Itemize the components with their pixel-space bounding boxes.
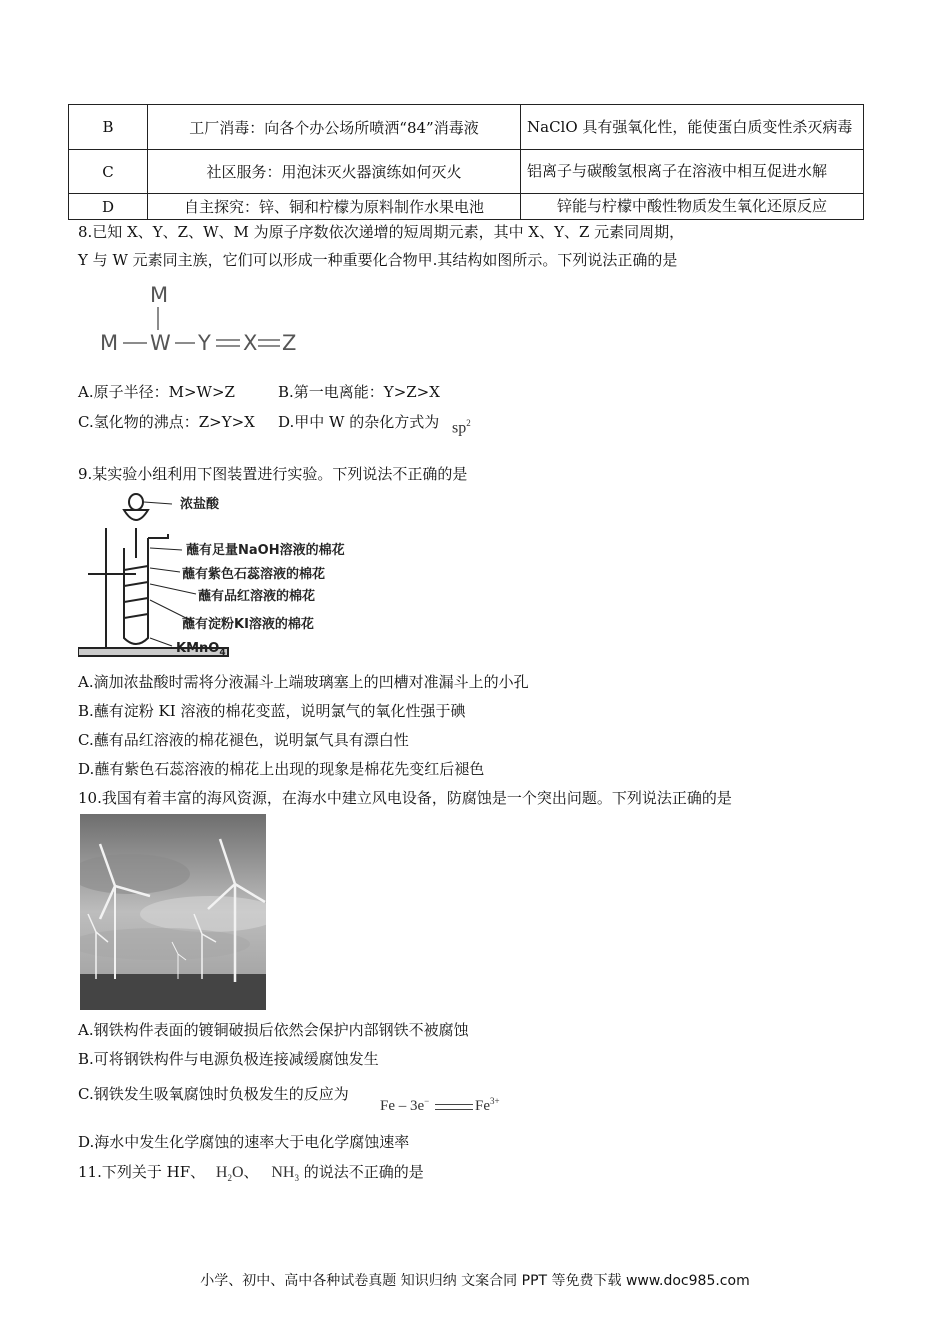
label-naoh-cotton: 蘸有足量NaOH溶液的棉花 (186, 543, 345, 558)
funnel-bulb-top (129, 494, 143, 510)
atom-y: Y (198, 331, 211, 355)
q11-stem: 11.下列关于 HF、 $H_2O$、 $NH_3$ 的说法不正确的是 (78, 1163, 424, 1184)
q9-option-b: B.蘸有淀粉 KI 溶液的棉花变蓝，说明氯气的氧化性强于碘 (78, 702, 466, 720)
table-row (69, 105, 864, 150)
table-row (69, 150, 864, 194)
q9-option-d: D.蘸有紫色石蕊溶液的棉花上出现的现象是棉花先变红后褪色 (78, 760, 485, 778)
q9-option-a: A.滴加浓盐酸时需将分液漏斗上端玻璃塞上的凹槽对准漏斗上的小孔 (78, 673, 529, 691)
q8-structure-diagram (95, 280, 305, 360)
q10-option-d: D.海水中发生化学腐蚀的速率大于电化学腐蚀速率 (78, 1133, 410, 1151)
q8-stem-line1: 8.已知 X、Y、Z、W、M 为原子序数依次递增的短周期元素，其中 X、Y、Z 元素同周期， (78, 223, 685, 241)
row-activity: 工厂消毒：向各个办公场所喷洒“84”消毒液 (148, 105, 521, 150)
q8-option-b: B.第一电离能：Y>Z>X (278, 383, 440, 401)
q8-option-d: D.甲中 W 的杂化方式为 (278, 413, 440, 431)
q9-option-c: C.蘸有品红溶液的棉花褪色，说明氯气具有漂白性 (78, 731, 409, 749)
q9-apparatus-diagram (78, 488, 398, 663)
options-table (68, 104, 864, 220)
q9-stem: 9.某实验小组利用下图装置进行实验。下列说法不正确的是 (78, 465, 468, 483)
q8-option-a: A.原子半径：M>W>Z (78, 383, 235, 401)
row-letter: B (69, 105, 148, 150)
q10-option-c: C.钢铁发生吸氧腐蚀时负极发生的反应为 (78, 1085, 349, 1103)
q10-stem: 10.我国有着丰富的海风资源，在海水中建立风电设备，防腐蚀是一个突出问题。下列说法正确的是 (78, 789, 732, 807)
row-letter: C (69, 150, 148, 194)
atom-z: Z (282, 331, 297, 355)
table-row (69, 194, 864, 220)
label-starch-ki-cotton: 蘸有淀粉KI溶液的棉花 (182, 617, 314, 632)
row-reason: NaClO 具有强氧化性，能使蛋白质变性杀灭病毒 (521, 105, 864, 150)
formula-nh3: $NH_3$ (271, 1164, 299, 1184)
row-reason: 锌能与柠檬中酸性物质发生氧化还原反应 (521, 194, 864, 220)
page-footer: 小学、初中、高中各种试卷真题 知识归纳 文案合同 PPT 等免费下载 www.doc985.com (200, 1273, 750, 1289)
label-kmno4: KMnO$_4$ (176, 641, 226, 658)
q8-option-d-formula: $sp^2$ (452, 418, 471, 437)
equals-sign (435, 1104, 473, 1110)
atom-w: W (150, 331, 171, 355)
tube-outlet (148, 534, 168, 538)
label-magenta-cotton: 蘸有品红溶液的棉花 (198, 589, 316, 604)
q8-stem-line2: Y 与 W 元素同主族，它们可以形成一种重要化合物甲.其结构如图所示。下列说法正确的是 (78, 251, 678, 269)
row-letter: D (69, 194, 148, 220)
q10-wind-turbine-photo (80, 814, 266, 1010)
label-conc-hcl: 浓盐酸 (180, 497, 220, 512)
row-activity: 社区服务：用泡沫灭火器演练如何灭火 (148, 150, 521, 194)
funnel-body (124, 510, 148, 520)
atom-x: X (243, 331, 258, 355)
atom-m-left: M (100, 331, 119, 355)
row-reason: 铝离子与碳酸氢根离子在溶液中相互促进水解 (521, 150, 864, 194)
row-activity: 自主探究：锌、铜和柠檬为原料制作水果电池 (148, 194, 521, 220)
formula-h2o: $H_2O$ (215, 1164, 244, 1184)
q10-option-b: B.可将钢铁构件与电源负极连接减缓腐蚀发生 (78, 1050, 379, 1068)
label-litmus-cotton: 蘸有紫色石蕊溶液的棉花 (182, 567, 326, 582)
q10-option-a: A.钢铁构件表面的镀铜破损后依然会保护内部钢铁不被腐蚀 (78, 1021, 469, 1039)
test-tube (124, 548, 148, 644)
q8-option-c: C.氢化物的沸点：Z>Y>X (78, 413, 255, 431)
atom-m-top: M (150, 283, 169, 307)
q10-option-c-equation: Fe – 3e− $Fe^{3+}$ (380, 1096, 500, 1114)
